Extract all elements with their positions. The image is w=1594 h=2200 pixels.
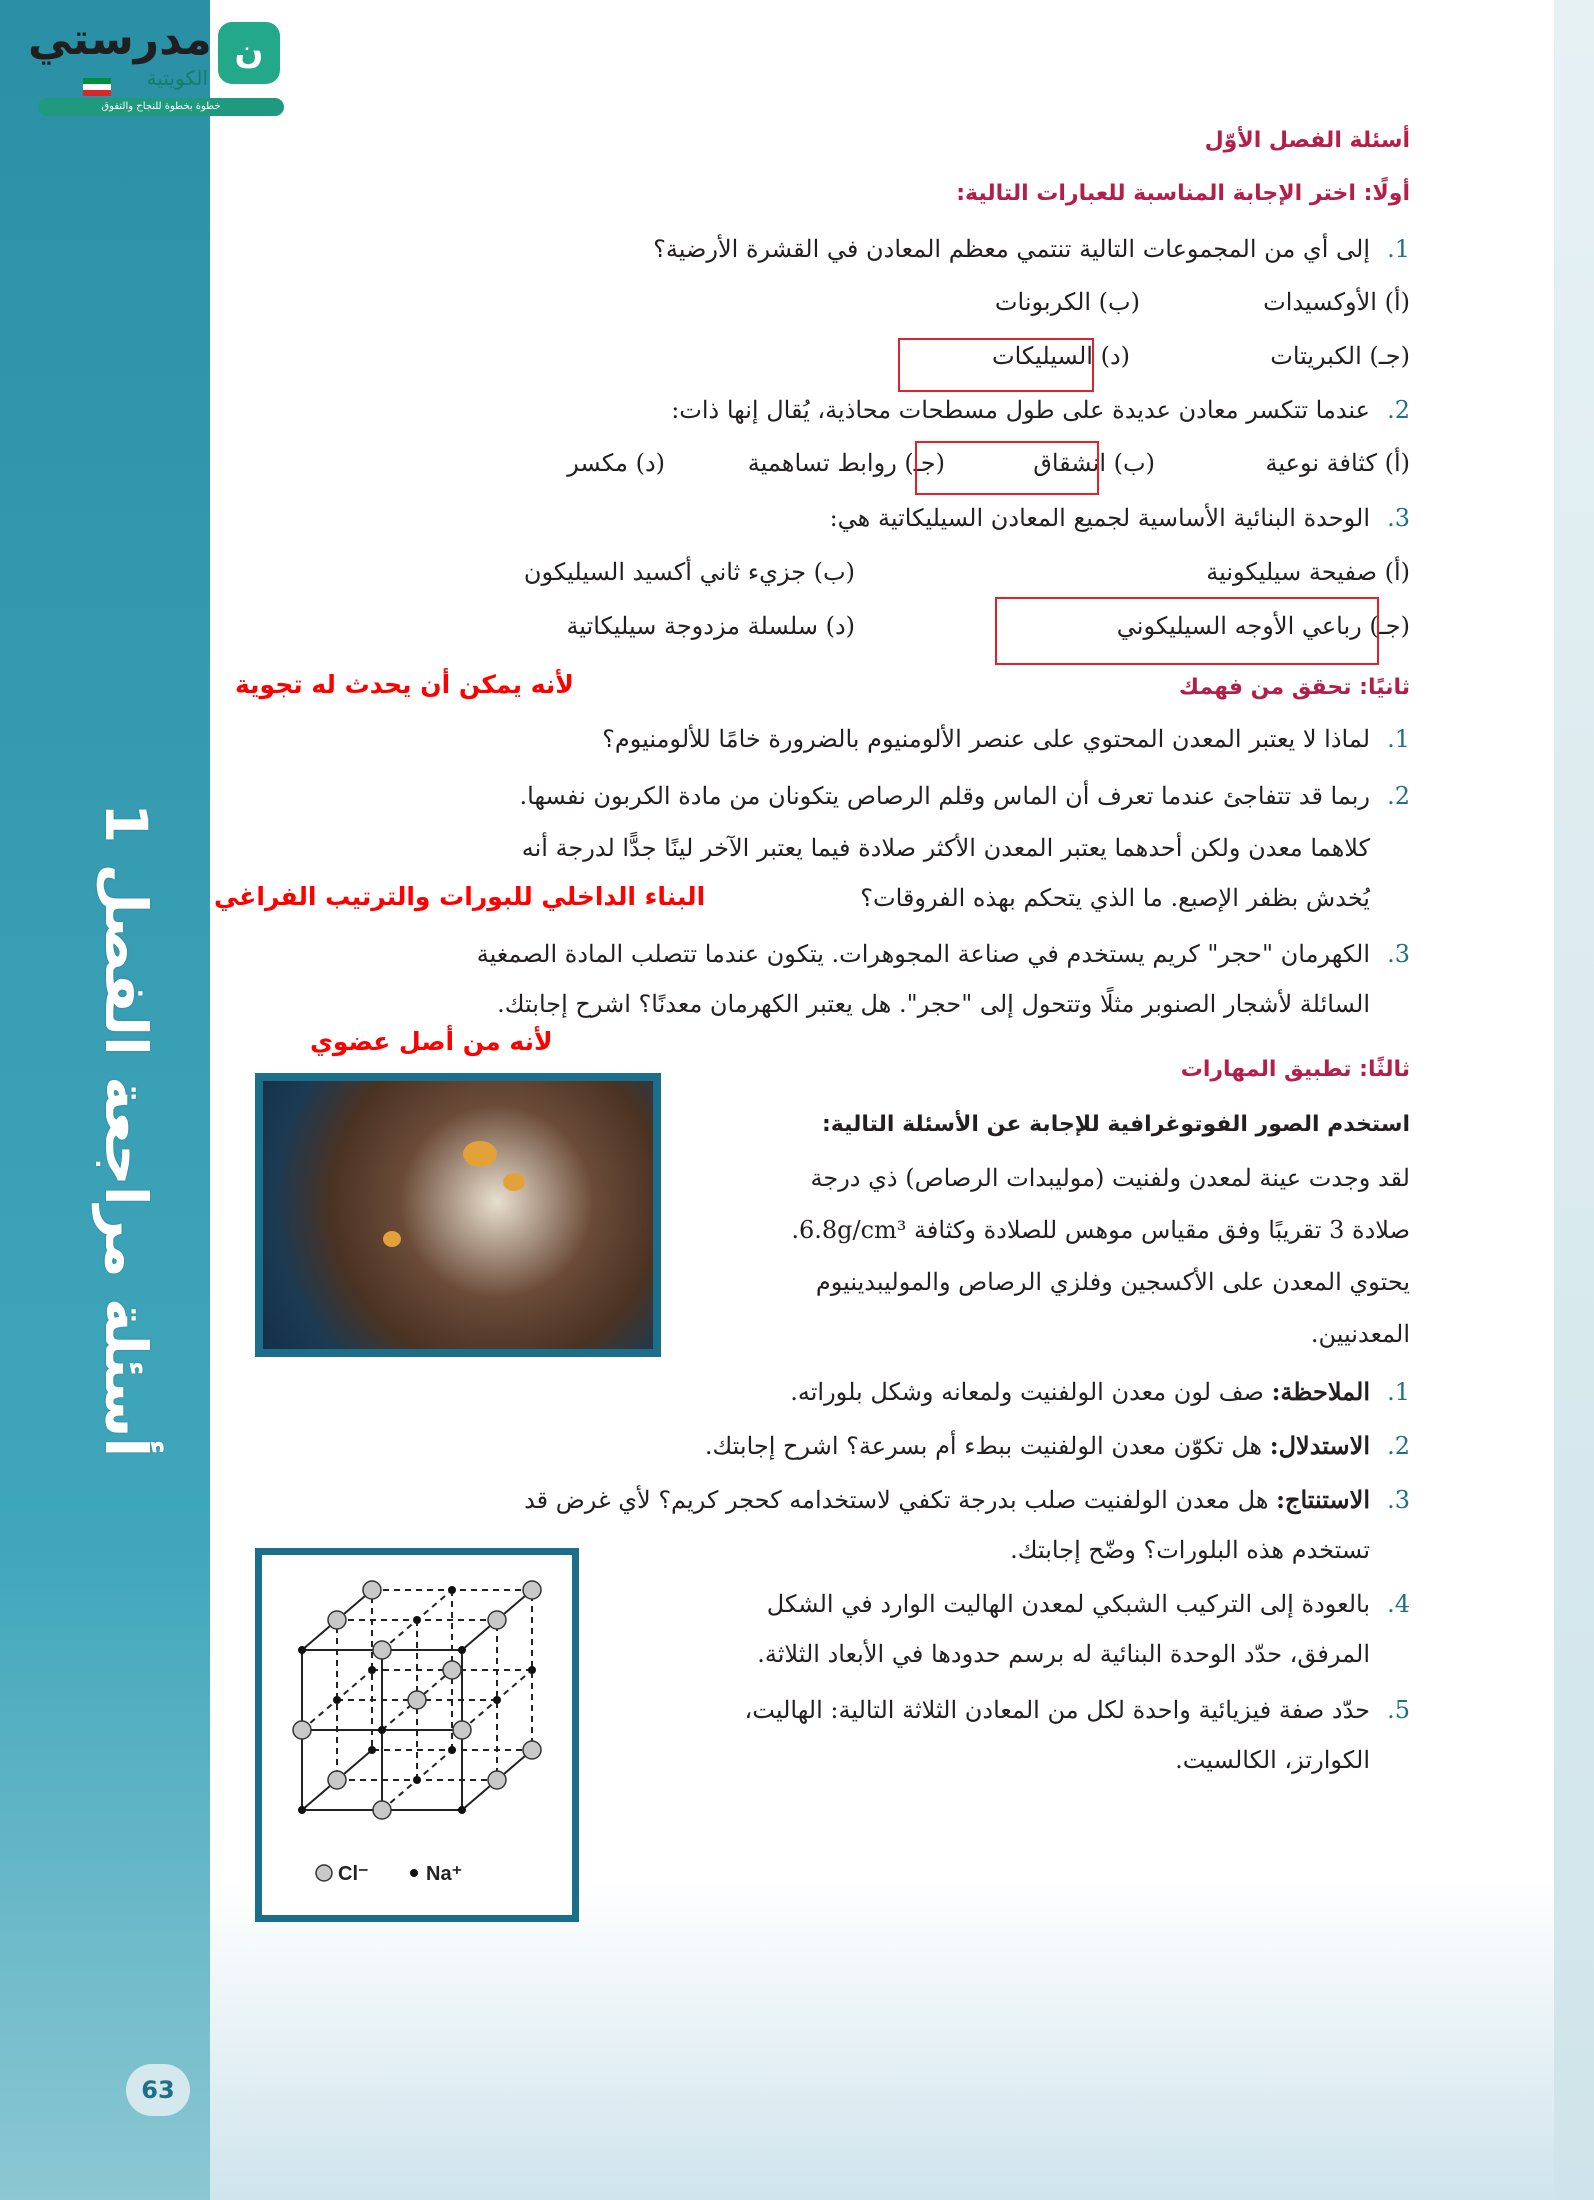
answer-diamond-graphite: البناء الداخلي للبورات والترتيب الفراغي: [214, 882, 706, 911]
brand-icon: ن: [218, 22, 280, 84]
skills-intro-title: استخدم الصور الفوتوغرافية للإجابة عن الأسئلة التالية:: [822, 1112, 1410, 1137]
s2-q1-number: 1.: [1387, 725, 1410, 753]
answer-amber: لأنه من أصل عضوي: [310, 1027, 553, 1056]
section1-title: أولًا: اختر الإجابة المناسبة للعبارات التالية:: [956, 181, 1410, 206]
section3-title: ثالثًا: تطبيق المهارات: [1180, 1057, 1410, 1082]
s2-q2-line3: يُخدش بظفر الإصبع. ما الذي يتحكم بهذه الفروقات؟: [860, 884, 1370, 912]
page-content: [210, 0, 1430, 2200]
na-legend-marker: [410, 1869, 418, 1877]
s3-q2-label: الاستدلال:: [1269, 1431, 1370, 1460]
q2-option-d: (د) مكسر: [567, 449, 665, 477]
wulfenite-crystal-3: [383, 1231, 401, 1247]
q1-option-c: (جـ) الكبريتات: [1270, 342, 1410, 370]
wulfenite-photo: [255, 1073, 661, 1357]
q1-answer-box: [898, 338, 1094, 392]
s3-q5-line1: حدّد صفة فيزيائية واحدة لكل من المعادن الثلاثة التالية: الهاليت،: [744, 1696, 1370, 1724]
kuwait-flag-icon: [83, 78, 111, 96]
s2-q1-text: لماذا لا يعتبر المعدن المحتوي على عنصر الألومنيوم بالضرورة خامًا للألومنيوم؟: [602, 725, 1370, 753]
s3-q1-label: الملاحظة:: [1271, 1377, 1370, 1406]
cl-legend-marker: [316, 1865, 332, 1881]
s3-q3-number: 3.: [1387, 1486, 1410, 1514]
q1-number: 1.: [1387, 235, 1410, 263]
wulfenite-crystal-2: [503, 1173, 525, 1191]
s3-q2-text: [705, 1432, 1370, 1461]
skills-intro-line3: يحتوي المعدن على الأكسجين وفلزي الرصاص والموليبدينيوم: [815, 1268, 1410, 1296]
s2-q3-number: 3.: [1387, 940, 1410, 968]
q2-text: عندما تتكسر معادن عديدة على طول مسطحات محاذية، يُقال إنها ذات:: [671, 396, 1370, 424]
q1-text: إلى أي من المجموعات التالية تنتمي معظم المعادن في القشرة الأرضية؟: [653, 235, 1370, 263]
s3-q2-body: هل تكوّن معدن الولفنيت ببطء أم بسرعة؟ اشرح إجابتك.: [704, 1432, 1263, 1460]
s3-q3-text: [524, 1486, 1370, 1515]
cl-legend-label: Cl⁻: [338, 1863, 369, 1885]
side-chapter-title: أسئلة مراجعة الفصل 1: [92, 802, 160, 1458]
q1-option-a: (أ) الأوكسيدات: [1263, 288, 1410, 316]
q3-number: 3.: [1387, 504, 1410, 532]
s3-q3-body: هل معدن الولفنيت صلب بدرجة تكفي لاستخدامه كحجر كريم؟ لأي غرض قد: [524, 1486, 1269, 1514]
s3-q3-line2: تستخدم هذه البلورات؟ وضّح إجابتك.: [1010, 1536, 1370, 1564]
s3-q5-number: 5.: [1387, 1696, 1410, 1724]
q3-text: الوحدة البنائية الأساسية لجميع المعادن السيليكاتية هي:: [829, 504, 1370, 532]
q3-option-a: (أ) صفيحة سيليكونية: [1206, 558, 1410, 586]
brand-slogan: خطوة بخطوة للنجاح والتفوق: [38, 98, 284, 116]
brand-name: مدرستي: [28, 14, 212, 65]
q2-option-c: (جـ) روابط تساهمية: [747, 449, 945, 477]
right-color-band: [1554, 0, 1594, 2200]
q3-option-b: (ب) جزيء ثاني أكسيد السيليكون: [523, 558, 855, 586]
q3-option-c: (جـ) رباعي الأوجه السيليكوني: [1116, 612, 1410, 640]
s2-q2-line1: ربما قد تتفاجئ عندما تعرف أن الماس وقلم الرصاص يتكونان من مادة الكربون نفسها.: [519, 782, 1370, 810]
q1-option-d: (د) السيليكات: [991, 342, 1130, 370]
section2-title: ثانيًا: تحقق من فهمك: [1178, 675, 1410, 700]
s3-q2-number: 2.: [1387, 1432, 1410, 1460]
brand-subtitle: الكويتية: [146, 66, 208, 90]
s3-q1-body: صف لون معدن الولفنيت ولمعانه وشكل بلوراته.: [790, 1378, 1264, 1406]
s3-q5-line2: الكوارتز، الكالسيت.: [1175, 1746, 1370, 1774]
s3-q3-label: الاستنتاج:: [1276, 1485, 1370, 1514]
page-number: 63: [126, 2064, 190, 2116]
q1-option-b: (ب) الكربونات: [994, 288, 1140, 316]
s2-q3-line2: السائلة لأشجار الصنوبر مثلًا وتتحول إلى "حجر". هل يعتبر الكهرمان معدنًا؟ اشرح إجابتك.: [497, 990, 1370, 1018]
q2-number: 2.: [1387, 396, 1410, 424]
na-legend-label: Na⁺: [426, 1863, 463, 1885]
q3-answer-box: [995, 597, 1379, 665]
page-heading: أسئلة الفصل الأوّل: [1204, 128, 1410, 153]
q2-answer-box: [915, 441, 1099, 495]
s2-q3-line1: الكهرمان "حجر" كريم يستخدم في صناعة المجوهرات. يتكون عندما تتصلب المادة الصمغية: [476, 940, 1370, 968]
s3-q4-line2: المرفق، حدّد الوحدة البنائية له برسم حدودها في الأبعاد الثلاثة.: [757, 1640, 1370, 1668]
skills-intro-line2: صلادة 3 تقريبًا وفق مقياس موهس للصلادة وكثافة 6.8g/cm³.: [791, 1216, 1410, 1244]
wulfenite-crystal-1: [463, 1141, 497, 1167]
q2-option-a: (أ) كثافة نوعية: [1265, 449, 1410, 477]
s3-q4-line1: بالعودة إلى التركيب الشبكي لمعدن الهاليت الوارد في الشكل: [766, 1590, 1370, 1618]
answer-aluminum: لأنه يمكن أن يحدث له تجوية: [235, 670, 574, 699]
halite-lattice-figure: [255, 1548, 579, 1922]
s3-q1-text: [790, 1378, 1370, 1407]
skills-intro-line4: المعدنيين.: [1310, 1320, 1410, 1348]
s2-q2-line2: كلاهما معدن ولكن أحدهما يعتبر المعدن الأكثر صلادة فيما يعتبر الآخر لينًا جدًّا لدرجة أنه: [521, 834, 1370, 862]
s3-q4-number: 4.: [1387, 1590, 1410, 1618]
s3-q1-number: 1.: [1387, 1378, 1410, 1406]
q3-option-d: (د) سلسلة مزدوجة سيليكاتية: [566, 612, 855, 640]
q2-option-b: (ب) انشقاق: [1033, 449, 1155, 477]
skills-intro-line1: لقد وجدت عينة لمعدن ولفنيت (موليبدات الرصاص) ذي درجة: [810, 1164, 1410, 1192]
halite-lattice-diagram: [262, 1555, 572, 1915]
s2-q2-number: 2.: [1387, 782, 1410, 810]
